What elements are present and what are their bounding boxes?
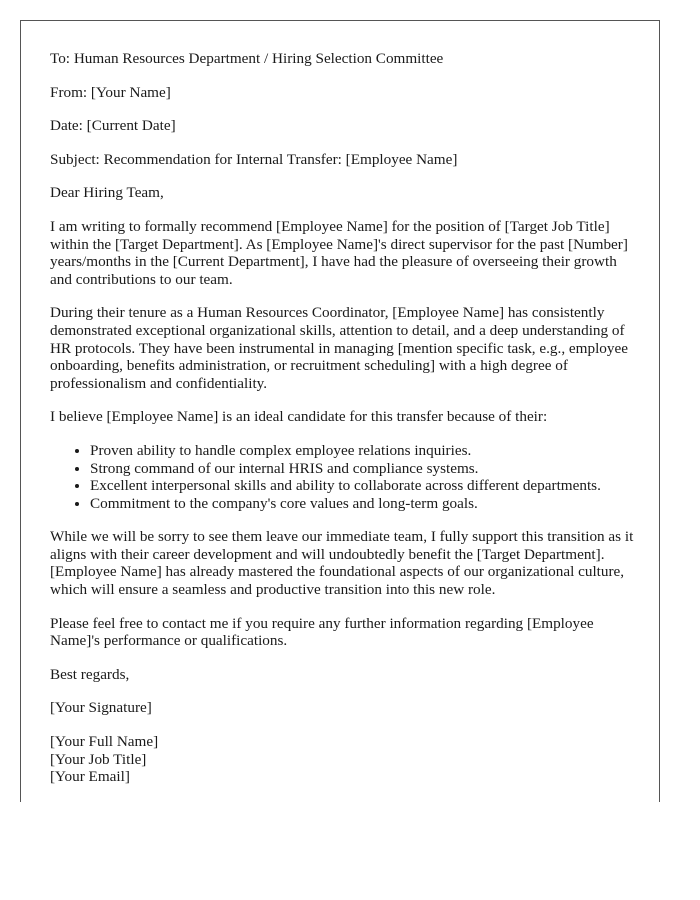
letter-page — [20, 20, 660, 802]
paragraph-support: While we will be sorry to see them leave our immediate team, I fully support this transition as it aligns with their career development and will undoubtedly benefit the [Target Department]. [Employee Name] has already mastered the foundational aspects of our organizational culture, which will ensure a seamless and productive transition into this new role. — [50, 528, 634, 599]
to-line: To: Human Resources Department / Hiring Selection Committee — [50, 50, 444, 67]
list-item: • Excellent interpersonal skills and ability to collaborate across different departments. — [90, 477, 635, 495]
date-line: Date: [Current Date] — [50, 117, 176, 135]
paragraph-introduction: I am writing to formally recommend [Employee Name] for the position of [Target Job Title] within the [Target Department]. As [Employee Name]'s direct supervisor for the past [Number] years/months in the [Current Department], I have had the pleasure of overseeing their growth and contributions to our team. — [50, 217, 628, 288]
subject-line: Subject: Recommendation for Internal Transfer: [Employee Name] — [50, 150, 458, 168]
paragraph-qualities-intro: I believe [Employee Name] is an ideal candidate for this transfer because of their: — [50, 408, 548, 426]
job-title: [Your Job Title] — [50, 750, 147, 768]
list-item: • Commitment to the company's core values and long-term goals. — [90, 495, 635, 513]
email: [Your Email] — [50, 768, 130, 786]
list-item: • Proven ability to handle complex employee relations inquiries. — [90, 442, 635, 460]
qualities-list — [50, 442, 635, 512]
paragraph-tenure: During their tenure as a Human Resources Coordinator, [Employee Name] has consistently demonstrated exceptional organizational skills, attention to detail, and a deep understanding of HR protocols. They have been instrumental in managing [mention specific task, e.g., employee onboarding, benefits administration, or recruitment scheduling] with a high degree of professionalism and confidentiality. — [50, 304, 628, 392]
salutation: Dear Hiring Team, — [50, 184, 164, 202]
signature-block — [50, 733, 635, 786]
letter-body — [50, 50, 635, 786]
closing: Best regards, — [50, 665, 130, 683]
from-line: From: [Your Name] — [50, 83, 171, 101]
list-item: • Strong command of our internal HRIS and compliance systems. — [90, 460, 635, 478]
signature-line: [Your Signature] — [50, 699, 152, 717]
full-name: [Your Full Name] — [50, 733, 159, 751]
paragraph-contact: Please feel free to contact me if you require any further information regarding [Employee Name]'s performance or qualifications. — [50, 614, 594, 650]
